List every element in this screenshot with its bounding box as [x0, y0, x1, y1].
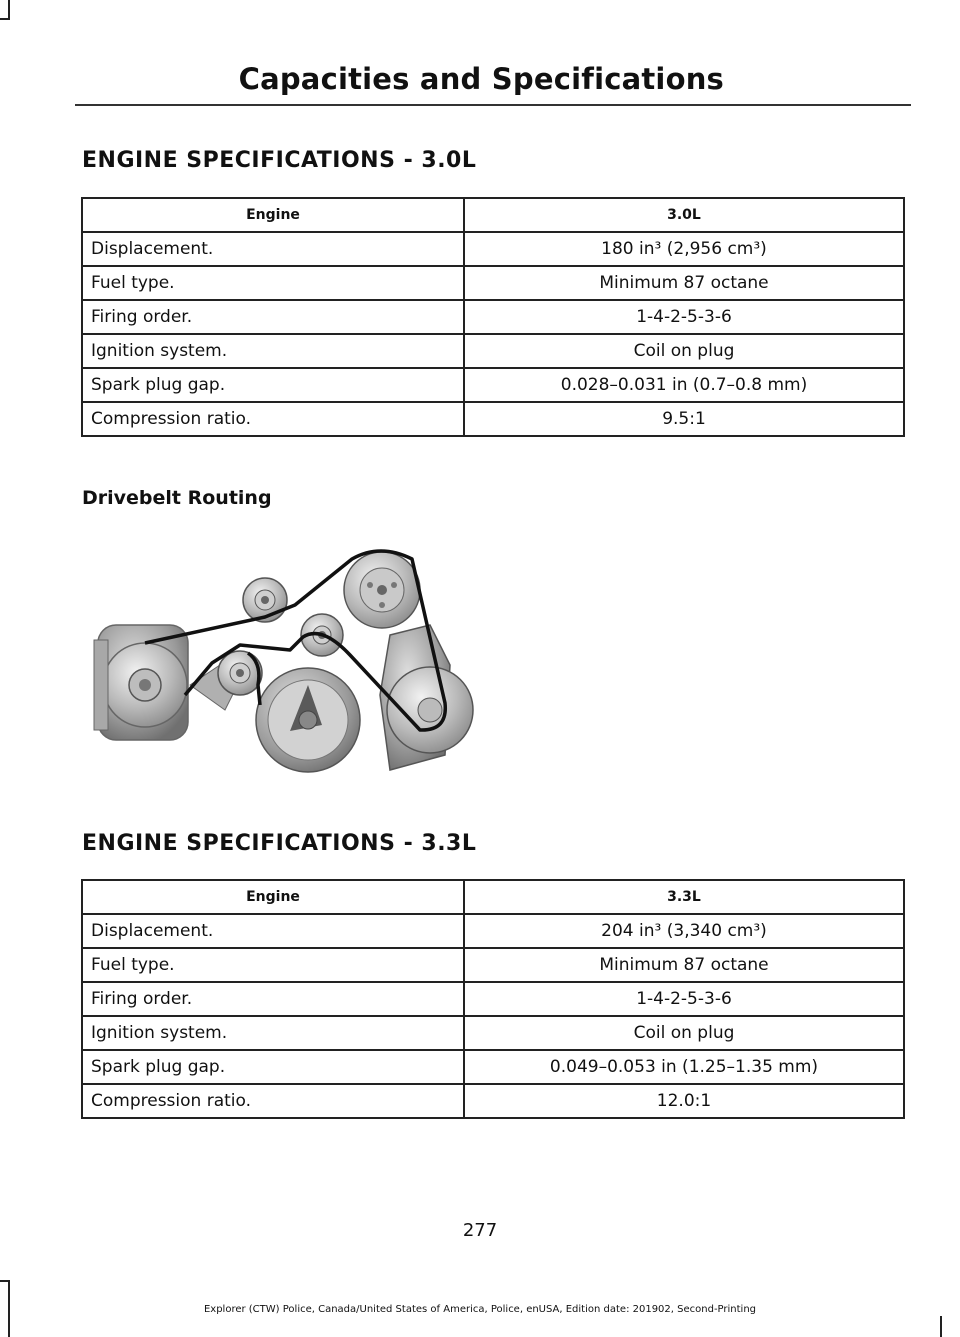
column-header: Engine: [82, 880, 464, 914]
crop-mark: [0, 18, 10, 20]
spec-value: Minimum 87 octane: [464, 266, 904, 300]
header-divider: [75, 104, 911, 106]
column-header: 3.0L: [464, 198, 904, 232]
table-header-row: [82, 880, 904, 914]
table-row: [82, 266, 904, 300]
spec-label: Firing order.: [82, 300, 464, 334]
table-row: [82, 402, 904, 436]
spec-value: Coil on plug: [464, 1016, 904, 1050]
table-row: [82, 948, 904, 982]
spec-value: Minimum 87 octane: [464, 948, 904, 982]
spec-label: Firing order.: [82, 982, 464, 1016]
table-row: [82, 1084, 904, 1118]
crop-mark: [940, 1316, 942, 1337]
spec-label: Ignition system.: [82, 1016, 464, 1050]
column-header: Engine: [82, 198, 464, 232]
column-header: 3.3L: [464, 880, 904, 914]
drivebelt-routing-title: Drivebelt Routing: [82, 487, 272, 509]
crop-mark: [0, 1280, 10, 1282]
page-footer: Explorer (CTW) Police, Canada/United States of America, Police, enUSA, Edition date: 201902, Second-Printing: [203, 1304, 757, 1315]
page-header-title: Capacities and Specifications: [238, 62, 724, 96]
spec-label: Spark plug gap.: [82, 1050, 464, 1084]
page-number: 277: [462, 1220, 498, 1241]
tensioner-illustration: [190, 651, 262, 710]
spec-label: Displacement.: [82, 232, 464, 266]
table-row: [82, 1050, 904, 1084]
spec-label: Displacement.: [82, 914, 464, 948]
table-row: [82, 982, 904, 1016]
spec-value: 9.5:1: [464, 402, 904, 436]
alternator-illustration: [94, 625, 188, 740]
water-pump-pulley-illustration: [344, 552, 420, 628]
spec-value: 0.028–0.031 in (0.7–0.8 mm): [464, 368, 904, 402]
spec-label: Compression ratio.: [82, 1084, 464, 1118]
table-row: [82, 914, 904, 948]
crankshaft-pulley-illustration: [256, 668, 360, 772]
spec-value: 204 in³ (3,340 cm³): [464, 914, 904, 948]
section-title-3-0l: ENGINE SPECIFICATIONS - 3.0L: [82, 148, 477, 173]
compressor-illustration: [380, 625, 473, 770]
table-header-row: [82, 198, 904, 232]
table-row: [82, 232, 904, 266]
spec-label: Ignition system.: [82, 334, 464, 368]
crop-mark: [8, 0, 10, 20]
spec-table-3-3l: [81, 879, 905, 1119]
spec-label: Fuel type.: [82, 948, 464, 982]
spec-label: Fuel type.: [82, 266, 464, 300]
table-row: [82, 300, 904, 334]
table-row: [82, 1016, 904, 1050]
spec-value: Coil on plug: [464, 334, 904, 368]
spec-value: 180 in³ (2,956 cm³): [464, 232, 904, 266]
spec-value: 12.0:1: [464, 1084, 904, 1118]
drivebelt-routing-diagram: [90, 545, 490, 780]
spec-value: 0.049–0.053 in (1.25–1.35 mm): [464, 1050, 904, 1084]
spec-label: Spark plug gap.: [82, 368, 464, 402]
table-row: [82, 334, 904, 368]
spec-label: Compression ratio.: [82, 402, 464, 436]
spec-value: 1-4-2-5-3-6: [464, 300, 904, 334]
spec-table-3-0l: [81, 197, 905, 437]
table-row: [82, 368, 904, 402]
spec-value: 1-4-2-5-3-6: [464, 982, 904, 1016]
section-title-3-3l: ENGINE SPECIFICATIONS - 3.3L: [82, 831, 477, 856]
